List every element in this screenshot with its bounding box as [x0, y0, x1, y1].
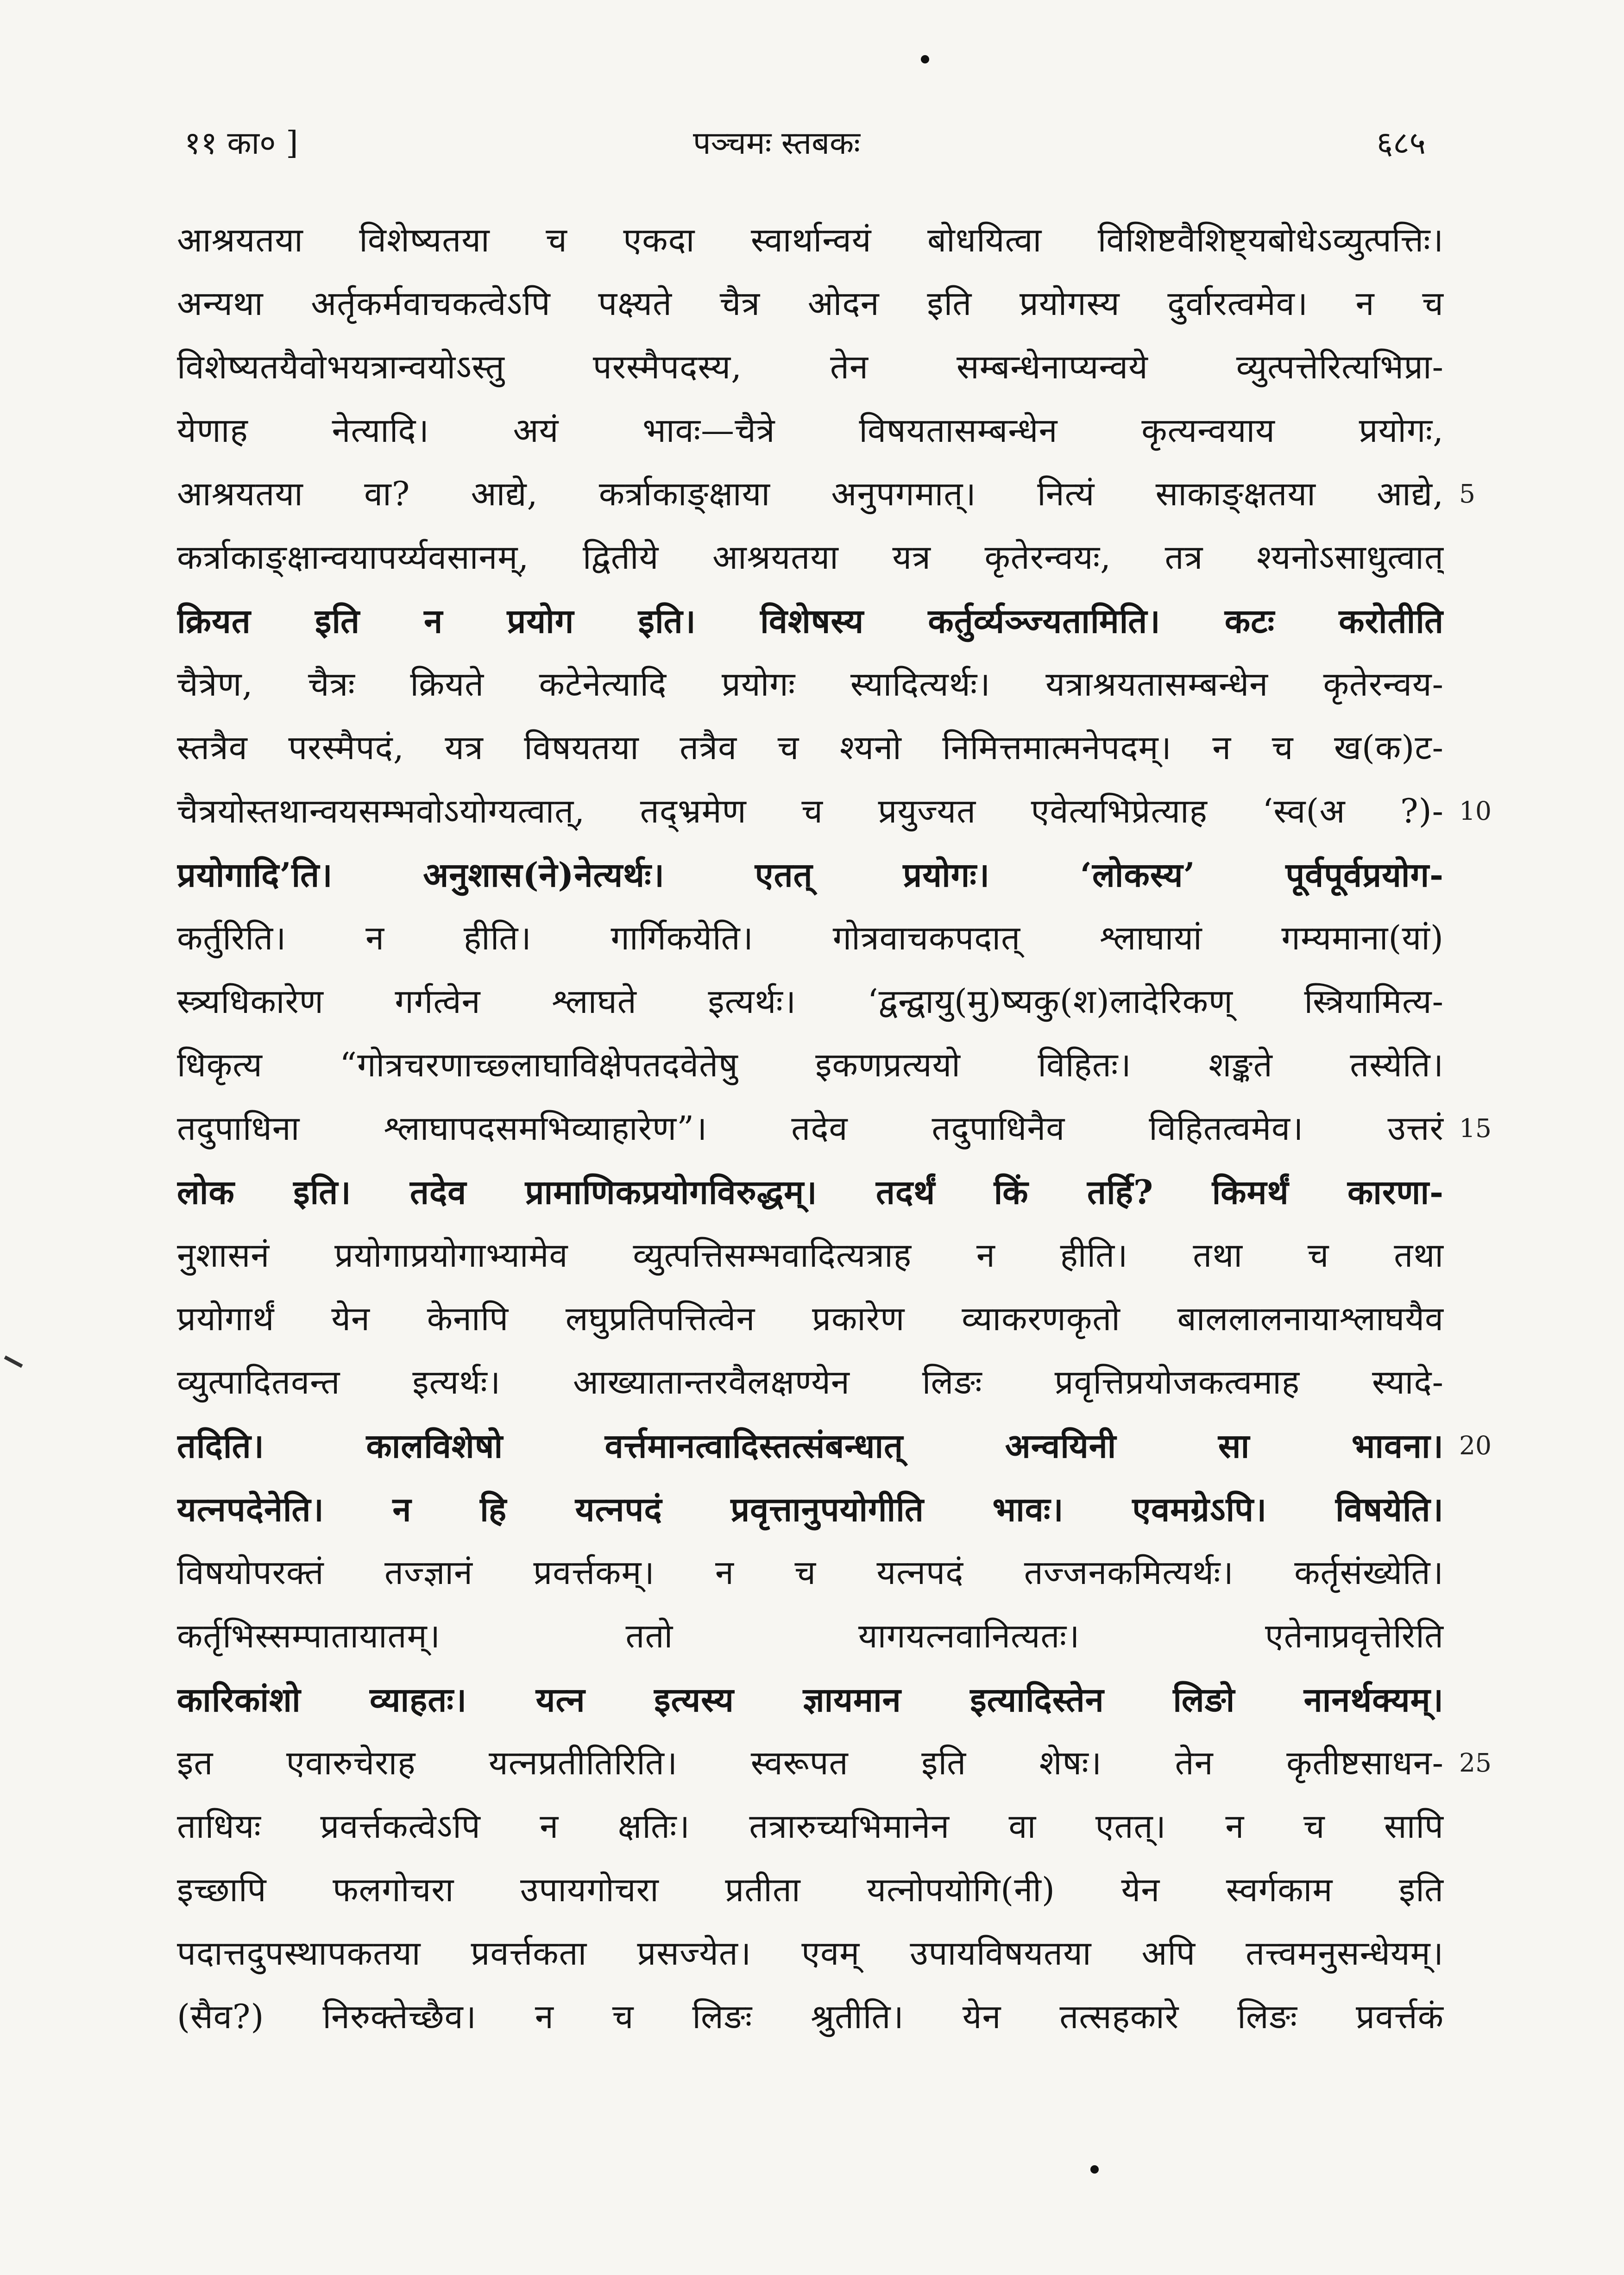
text-line-4: येणाह नेत्यादि। अयं भावः—चैत्रे विषयतासम्बन्धेन कृत्यन्वयाय प्रयोगः, — [177, 411, 1444, 450]
text-line-21: यत्नपदेनेति। न हि यत्नपदं प्रवृत्तानुपयोगीति भावः। एवमग्रेऽपि। विषयेति। — [177, 1489, 1444, 1529]
text-line-17: नुशासनं प्रयोगाप्रयोगाभ्यामेव व्युत्पत्तिसम्भवादित्यत्राह न हीति। तथा च तथा — [177, 1236, 1444, 1275]
page-header — [184, 118, 1426, 169]
text-line-2: अन्यथा अर्तृकर्मवाचकत्वेऽपि पक्ष्यते चैत्र ओदन इति प्रयोगस्य दुर्वारत्वमेव। न च — [177, 284, 1444, 323]
text-line-24: कारिकांशो व्याहतः। यत्न इत्यस्य ज्ञायमान इत्यादिस्तेन लिङो नानर्थक्यम्। — [177, 1680, 1444, 1719]
text-line-11: प्रयोगादि’ति। अनुशास(ने)नेत्यर्थः। एतत् प्रयोगः। ‘लोकस्य’ पूर्वपूर्वप्रयोग- — [177, 855, 1444, 894]
header-title: पञ्चमः स्तबकः — [693, 125, 860, 162]
text-line-22: विषयोपरक्तं तज्ज्ञानं प्रवर्त्तकम्। न च यत्नपदं तज्जनकमित्यर्थः। कर्तृसंख्येति। — [177, 1553, 1444, 1592]
text-line-27: इच्छापि फलगोचरा उपायगोचरा प्रतीता यत्नोपयोगि(नी) येन स्वर्गकाम इति — [177, 1870, 1444, 1909]
text-line-29: (सैव?) निरुक्तेच्छैव। न च लिङः श्रुतीति। येन तत्सहकारे लिङः प्रवर्त्तकं — [177, 1997, 1444, 2036]
text-line-7: क्रियत इति न प्रयोग इति। विशेषस्य कर्तुर्व्यञ्ज्यतामिति। कटः करोतीति — [177, 601, 1444, 641]
text-line-14: धिकृत्य “गोत्रचरणाच्छ्लाघाविक्षेपतदवेतेषु इकणप्रत्ययो विहितः। शङ्कते तस्येति। — [177, 1045, 1444, 1084]
line-number-20: 20 — [1459, 1431, 1492, 1460]
text-line-3: विशेष्यतयैवोभयत्रान्वयोऽस्तु परस्मैपदस्य, तेन सम्बन्धेनाप्यन्वये व्युत्पत्तेरित्यभिप्रा- — [177, 347, 1444, 386]
text-line-26: ताधियः प्रवर्त्तकत्वेऽपि न क्षतिः। तत्रारुच्यभिमानेन वा एतत्। न च सापि — [177, 1807, 1444, 1846]
line-number-10: 10 — [1459, 796, 1492, 826]
text-line-20: तदिति। कालविशेषो वर्त्तमानत्वादिस्तत्संबन्धात् अन्वयिनी सा भावना। — [177, 1426, 1444, 1465]
main-text — [177, 208, 1444, 2049]
text-line-10: चैत्रयोस्तथान्वयसम्भवोऽयोग्यत्वात्, तद्भ्रमेण च प्रयुज्यत एवेत्यभिप्रेत्याह ‘स्व(अ ?)- — [177, 792, 1444, 830]
left-edge-mark — [4, 1356, 23, 1368]
text-line-15: तदुपाधिना श्लाघापदसमभिव्याहारेण”। तदेव तदुपाधिनैव विहितत्वमेव। उत्तरं — [177, 1109, 1444, 1148]
text-line-19: व्युत्पादितवन्त इत्यर्थः। आख्यातान्तरवैलक्षण्येन लिङः प्रवृत्तिप्रयोजकत्वमाह स्यादे- — [177, 1363, 1444, 1401]
text-line-8: चैत्रेण, चैत्रः क्रियते कटेनेत्यादि प्रयोगः स्यादित्यर्थः। यत्राश्रयतासम्बन्धेन कृतेरन्वय- — [177, 665, 1444, 704]
line-number-25: 25 — [1459, 1748, 1492, 1778]
text-line-13: स्त्र्यधिकारेण गर्गत्वेन श्लाघते इत्यर्थः। ‘द्वन्द्वायु(मु)ष्यकु(श)लादेरिकण् स्त्रियामित्य- — [177, 982, 1444, 1021]
text-line-18: प्रयोगार्थं येन केनापि लघुप्रतिपत्तित्वेन प्रकारेण व्याकरणकृतो बाललालनायाश्लाघयैव — [177, 1299, 1444, 1338]
top-ink-dot — [921, 55, 929, 63]
text-line-5: आश्रयतया वा? आद्ये, कर्त्राकाङ्क्षाया अनुपगमात्। नित्यं साकाङ्क्षतया आद्ये, — [177, 474, 1444, 513]
line-number-15: 15 — [1459, 1113, 1492, 1143]
text-line-16: लोक इति। तदेव प्रामाणिकप्रयोगविरुद्धम्। तदर्थं किं तर्हि? किमर्थं कारणा- — [177, 1172, 1444, 1212]
bottom-ink-dot — [1090, 2165, 1099, 2174]
text-line-1: आश्रयतया विशेष्यतया च एकदा स्वार्थान्वयं बोधयित्वा विशिष्टवैशिष्ट्यबोधेऽव्युत्पत्तिः। — [177, 220, 1444, 259]
text-line-25: इत एवारुचेराह यत्नप्रतीतिरिति। स्वरूपत इति शेषः। तेन कृतीष्टसाधन- — [177, 1743, 1444, 1782]
text-line-6: कर्त्राकाङ्क्षान्वयापर्य्यवसानम्, द्वितीये आश्रयतया यत्र कृतेरन्वयः, तत्र श्यनोऽसाधुत्वात् — [177, 538, 1444, 577]
text-line-9: स्तत्रैव परस्मैपदं, यत्र विषयतया तत्रैव च श्यनो निमित्तमात्मनेपदम्। न च ख(क)ट- — [177, 728, 1444, 767]
line-number-5: 5 — [1459, 479, 1475, 509]
page-number: ६८५ — [1376, 125, 1426, 162]
text-line-12: कर्तुरिति। न हीति। गार्गिकयेति। गोत्रवाचकपदात् श्लाघायां गम्यमाना(यां) — [177, 918, 1444, 957]
text-line-28: पदात्तदुपस्थापकतया प्रवर्त्तकता प्रसज्येत। एवम् उपायविषयतया अपि तत्त्वमनुसन्धेयम्। — [177, 1934, 1444, 1973]
header-left: ११ का० ] — [184, 125, 298, 162]
text-line-23: कर्तृभिस्सम्पातायातम्। ततो यागयत्नवानित्यतः। एतेनाप्रवृत्तेरिति — [177, 1616, 1444, 1655]
